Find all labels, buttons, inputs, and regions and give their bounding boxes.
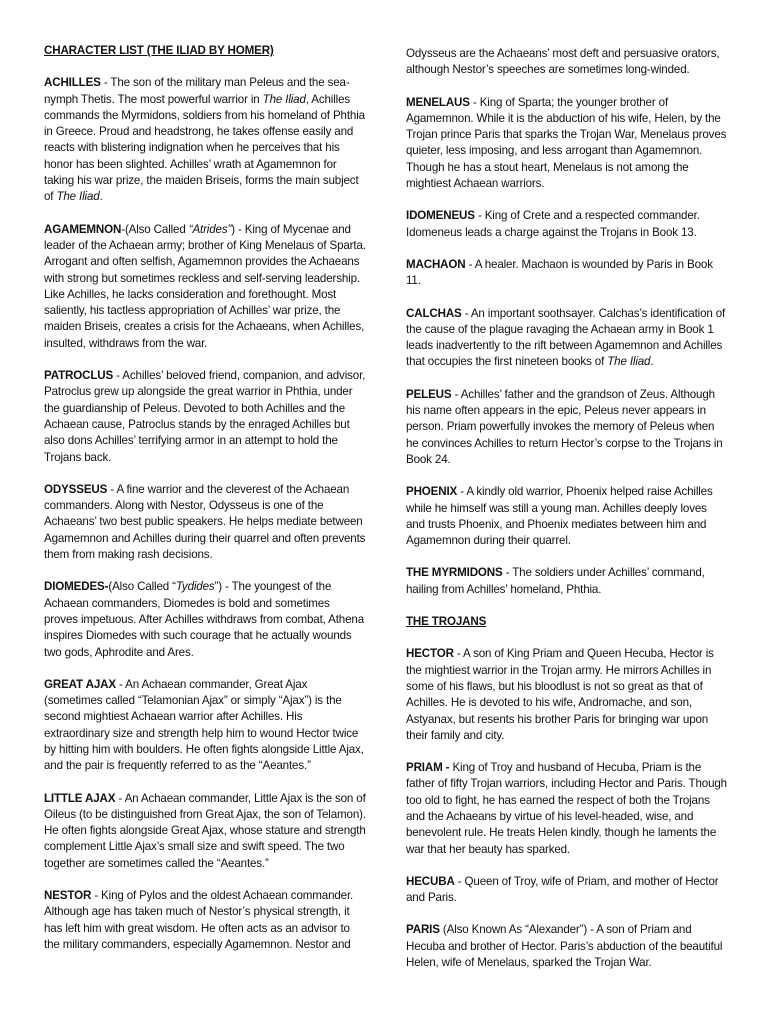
italic-title-text: The Iliad [607, 355, 651, 369]
italic-title-text: Tydides [175, 580, 215, 594]
description-text: - King of Crete and a respected commander. Idomeneus leads a charge against the Trojans in Book 13. [406, 209, 700, 239]
description-text: ”) - The youngest of the Achaean commanders, Diomedes is bold and sometimes proves impetuous. After Achilles withdraws from combat, Athena inspires Diomedes with such courage that he actually wounds two gods, Aphrodite and Ares. [44, 580, 364, 659]
character-entry [44, 75, 366, 205]
description-text: - An Achaean commander, Little Ajax is the son of Oileus (to be distinguished from Great Ajax, the son of Telamon). He often fights alongside Great Ajax, whose stature and strength complement Little Ajax’s small size and swift speed. The two together are sometimes called the “Aeantes.” [44, 791, 366, 870]
right-column [406, 46, 728, 987]
description-text: - Achilles’ beloved friend, companion, and advisor, Patroclus grew up alongside the great warrior in Phthia, under the guardianship of Peleus. Devoted to both Achilles and the Achaean cause, Patroclus stands by the enraged Achilles but also dons Achilles’ terrifying armor in an attempt to hold the Trojans back. [44, 369, 366, 464]
description-text: -(Also Called [121, 222, 189, 236]
character-name: PATROCLUS [44, 369, 114, 383]
description-text: , Achilles commands the Myrmidons, soldiers from his homeland of Phthia in Greece. Proud and headstrong, he takes offense easily and reacts with blistering indignation when he perceives that his honor has been slighted. Achilles’ wrath at Agamemnon for taking his war prize, the maiden Briseis, forms the main subject of [44, 92, 365, 204]
character-name: LITTLE AJAX [44, 791, 116, 805]
character-entry [406, 95, 728, 193]
character-name: PHOENIX [406, 485, 458, 499]
character-name: GREAT AJAX [44, 677, 116, 691]
character-entry [44, 368, 366, 466]
character-name: IDOMENEUS [406, 209, 475, 223]
character-entry [406, 208, 728, 241]
description-text: - King of Sparta; the younger brother of Agamemnon. While it is the abduction of his wife, Helen, by the Trojan prince Paris that sparks the Trojan War, Menelaus proves quieter, less imposing, and less arrogant than Agamemnon. Though he has a stout heart, Menelaus is not among the mightiest Achaean warriors. [406, 95, 727, 191]
description-text: - Achilles’ father and the grandson of Zeus. Although his name often appears in the epic, Peleus never appears in person. Priam powerfully invokes the memory of Peleus when he convinces Achilles to return Hector’s corpse to the Trojans in Book 24. [406, 387, 723, 466]
description-text: - A son of King Priam and Queen Hecuba, Hector is the mightiest warrior in the Trojan army. He mirrors Achilles in some of his flaws, but his bloodlust is not so great as that of Achilles. He is devoted to his wife, Andromache, and son, Astyanax, but resents his brother Paris for bringing war upon their family and city. [406, 647, 714, 742]
italic-title-text: The Iliad [56, 190, 100, 204]
description-text: (Also Called “ [108, 580, 176, 594]
italic-title-text: “Atrides” [188, 222, 232, 236]
description-text: - Queen of Troy, wife of Priam, and mother of Hector and Paris. [406, 874, 719, 905]
character-entry [44, 579, 366, 660]
character-name: NESTOR [44, 889, 92, 903]
description-text: (Also Known As “Alexander”) - A son of Priam and Hecuba and brother of Hector. Paris’s abduction of the beautiful Helen, wife of Menelaus, sparked the Trojan War. [406, 923, 723, 970]
continued-paragraph: Odysseus are the Achaeans’ most deft and persuasive orators, although Nestor’s speeches are sometimes long-winded. [406, 47, 720, 77]
character-entry [44, 482, 366, 563]
character-name: THE MYRMIDONS [406, 566, 503, 580]
description-text: ) - King of Mycenae and leader of the Achaean army; brother of King Menelaus of Sparta. Arrogant and often selfish, Agamemnon provides the Achaeans with strong but sometimes reckless and self-serving leadership. Like Achilles, he lacks consideration and forethought. Most saliently, his tactless appropriation of Achilles’ war prize, the maiden Briseis, creates a crisis for the Achaeans, when Achilles, insulted, withdraws from the war. [44, 222, 366, 350]
character-name: ACHILLES [44, 76, 101, 90]
description-text: King of Troy and husband of Hecuba, Priam is the father of fifty Trojan warriors, including Hector and Paris. Though too old to fight, he has earned the respect of both the Trojans and the Achaeans by virtue of his level-headed, wise, and benevolent rule. He treats Helen kindly, though he laments the war that her beauty has sparked. [406, 761, 727, 856]
page-title: CHARACTER LIST (THE ILIAD BY HOMER) [44, 44, 274, 57]
character-entry [44, 222, 366, 352]
character-name: PARIS [406, 923, 440, 937]
character-name: HECUBA [406, 874, 455, 888]
italic-title-text: The Iliad [262, 92, 306, 106]
character-entry [406, 565, 728, 598]
description-text: - An Achaean commander, Great Ajax (sometimes called “Telamonian Ajax” or simply “Ajax”) is the second mightiest Achaean warrior after Achilles. His extraordinary size and strength help him to wound Hector twice by hitting him with boulders. He often fights alongside Little Ajax, and the pair is frequently referred to as the “Aeantes.” [44, 677, 364, 773]
section-heading-trojans: THE TROJANS [406, 615, 487, 629]
character-name: CALCHAS [406, 306, 462, 320]
character-name: PRIAM - [406, 761, 450, 775]
character-entry [406, 484, 728, 549]
character-name: HECTOR [406, 647, 454, 661]
description-text: . [99, 190, 103, 204]
description-text: - King of Pylos and the oldest Achaean commander. Although age has taken much of Nestor’s physical strength, it has left him with great wisdom. He often acts as an advisor to the military commanders, especially Agamemnon. Nestor and [44, 889, 354, 951]
character-name: AGAMEMNON [44, 222, 122, 236]
description-text: - A kindly old warrior, Phoenix helped raise Achilles while he himself was still a young man. Achilles deeply loves and trusts Phoenix, and Phoenix mediates between him and Agamemnon during their quarrel. [406, 485, 713, 548]
character-entry [406, 306, 728, 371]
character-name: MENELAUS [406, 95, 470, 109]
character-name: ODYSSEUS [44, 482, 108, 496]
description-text: . [650, 355, 654, 369]
left-column [44, 43, 366, 969]
character-entry [406, 387, 728, 468]
description-text: - The soldiers under Achilles’ command, hailing from Achilles’ homeland, Phthia. [406, 566, 705, 596]
character-name: DIOMEDES- [44, 580, 109, 594]
character-name: MACHAON [406, 257, 466, 271]
description-text: - A healer. Machaon is wounded by Paris in Book 11. [406, 257, 713, 288]
left-entries [44, 75, 366, 953]
description-text: - A fine warrior and the cleverest of the Achaean commanders. Along with Nestor, Odysseus is one of the Achaeans’ two best public speakers. He helps mediate between Agamemnon and Achilles during their quarrel and often prevents them from making rash decisions. [44, 482, 366, 562]
character-entry [406, 874, 728, 907]
character-entry [406, 922, 728, 971]
character-entry [406, 257, 728, 290]
description-text: - An important soothsayer. Calchas’s identification of the cause of the plague ravaging the Achaean army in Book 1 leads inadvertently to the rift between Agamemnon and Achilles that occupies the first nineteen books of [406, 306, 726, 369]
character-entry [406, 646, 728, 744]
character-name: PELEUS [406, 387, 452, 401]
description-text: - The son of the military man Peleus and the sea-nymph Thetis. The most powerful warrior in [44, 76, 350, 106]
character-entry [44, 888, 366, 953]
character-entry [406, 760, 728, 858]
character-entry [44, 677, 366, 775]
trojan-entries [406, 646, 728, 971]
character-entry [44, 791, 366, 872]
right-entries [406, 95, 728, 598]
